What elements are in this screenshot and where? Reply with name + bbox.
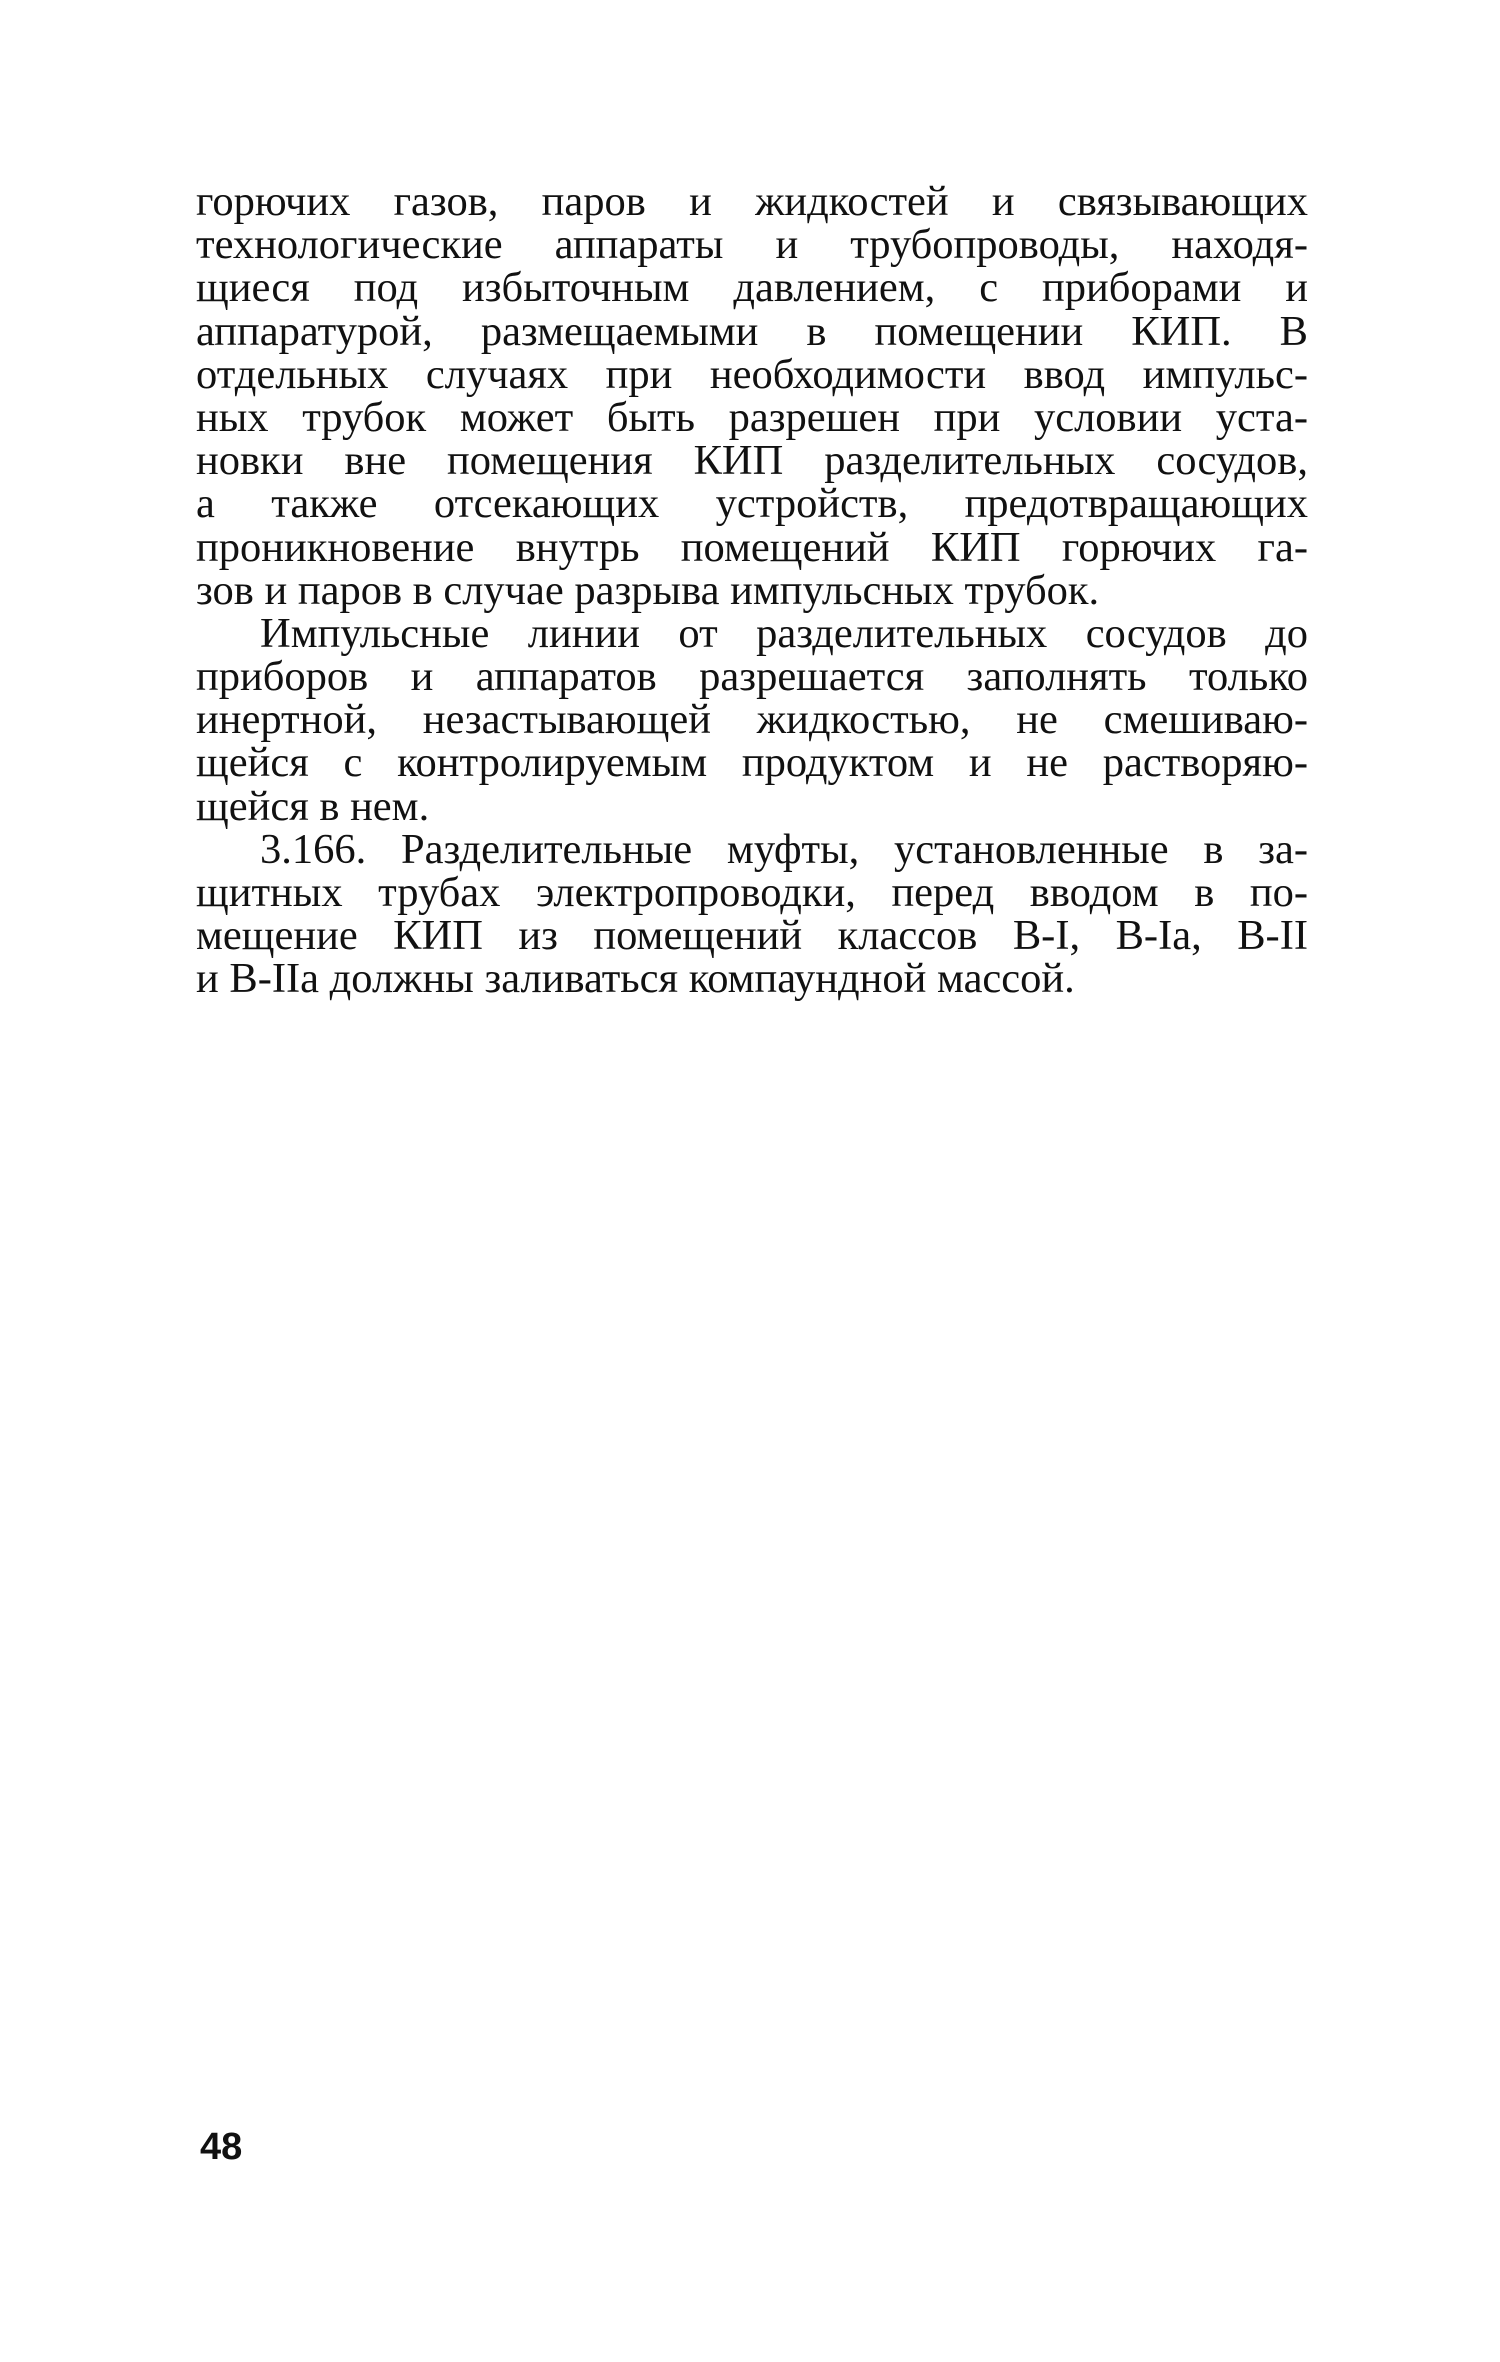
body-text <box>196 180 1308 1001</box>
paragraph-3-line-4: и В-IIа должны заливаться компаундной массой. <box>196 955 1075 1003</box>
paragraph-1-line-2: технологические аппараты и трубопроводы, находя- <box>196 221 1308 269</box>
paragraph-1-line-4: аппаратурой, размещаемыми в помещении КИП. В <box>196 307 1308 355</box>
paragraph-3-line-3: мещение КИП из помещений классов В-I, В-Iа, В-II <box>196 912 1308 960</box>
paragraph-3-line-2: щитных трубах электропроводки, перед вводом в по- <box>196 869 1308 916</box>
paragraph-2-line-3: инертной, незастывающей жидкостью, не смешиваю- <box>196 696 1308 744</box>
paragraph-1-line-1: горючих газов, паров и жидкостей и связывающих <box>196 178 1308 225</box>
paragraph-1-line-7: новки вне помещения КИП разделительных сосудов, <box>196 437 1308 485</box>
page-number: 48 <box>200 2126 243 2168</box>
paragraph-2-line-4: щейся с контролируемым продуктом и не растворяю- <box>196 739 1308 787</box>
paragraph-1-line-10: зов и паров в случае разрыва импульсных трубок. <box>196 566 1100 614</box>
paragraph-1-line-9: проникновение внутрь помещений КИП горючих га- <box>196 523 1308 571</box>
paragraph-2-line-5: щейся в нем. <box>196 782 430 830</box>
paragraph-2-line-2: приборов и аппаратов разрешается заполнять только <box>196 653 1308 701</box>
paragraph-2-line-1: Импульсные линии от разделительных сосудов до <box>260 609 1308 657</box>
paragraph-1-line-6: ных трубок может быть разрешен при условии уста- <box>196 393 1308 441</box>
paragraph-1-line-3: щиеся под избыточным давлением, с приборами и <box>196 264 1308 312</box>
paragraph-1-line-8: а также отсекающих устройств, предотвращающих <box>196 480 1308 528</box>
paragraph-3-line-1: 3.166. Разделительные муфты, установленные в за- <box>260 825 1308 873</box>
paragraph-1-line-5: отдельных случаях при необходимости ввод импульс- <box>196 350 1308 398</box>
